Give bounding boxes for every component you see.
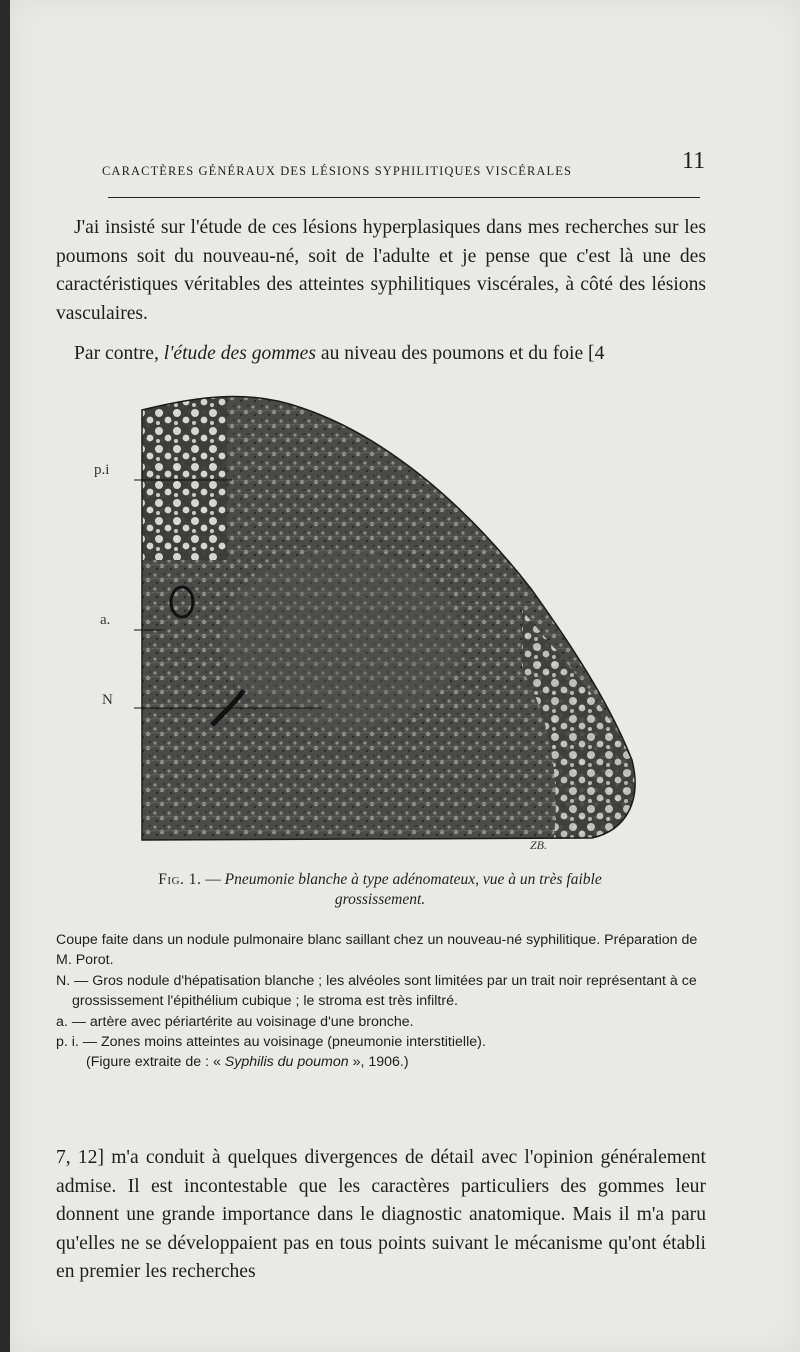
- paragraph-2-end: au niveau des poumons et du foie [4: [315, 343, 605, 364]
- figure-legend: [56, 930, 701, 1073]
- figure-number: Fig. 1.: [158, 871, 202, 888]
- paragraph-2: [56, 340, 706, 369]
- page-number: 11: [682, 148, 706, 174]
- histology-section-illustration: [82, 390, 662, 860]
- label-pi: p.i: [94, 462, 110, 478]
- legend-source-suffix: », 1906.): [348, 1054, 409, 1071]
- running-header: [102, 148, 708, 184]
- header-rule: [108, 197, 700, 198]
- running-title: CARACTÈRES GÉNÉRAUX DES LÉSIONS SYPHILITIQUES VISCÉRALES: [102, 163, 573, 178]
- label-N: N: [102, 692, 113, 708]
- caption-dash: —: [201, 871, 225, 888]
- label-a: a.: [100, 612, 111, 628]
- legend-source-prefix: (Figure extraite de : «: [86, 1054, 225, 1071]
- legend-item-a: a. — artère avec périartérite au voisinage d'une bronche.: [56, 1013, 414, 1030]
- paragraph-2-start: Par contre,: [74, 343, 164, 364]
- legend-source-title: Syphilis du poumon: [224, 1054, 349, 1071]
- caption-title: Pneumonie blanche à type adénomateux, vue à un très faible grossissement.: [224, 871, 602, 908]
- paragraph-3: 7, 12] m'a conduit à quelques divergences de détail avec l'opinion généralement admise. Il est incontestable que les caractères particuliers des gommes leur donnent une grande importance dans le diagnostic anatomique. Mais il m'a paru qu'elles ne se développaient pas en tous points suivant le mécanisme qu'ont établi en premier les recherches: [56, 1147, 706, 1283]
- paragraph-2-italic: l'étude des gommes: [163, 343, 316, 364]
- legend-source: [56, 1052, 701, 1072]
- legend-item-pi: p. i. — Zones moins atteintes au voisinage (pneumonie interstitielle).: [56, 1034, 486, 1051]
- figure-1: [82, 390, 662, 860]
- legend-intro: Coupe faite dans un nodule pulmonaire blanc saillant chez un nouveau-né syphilitique. Préparation de M. Porot.: [56, 932, 698, 969]
- figure-caption: [120, 870, 640, 910]
- legend-item-N: N. — Gros nodule d'hépatisation blanche ; les alvéoles sont limitées par un trait noir représentant à ce grossissement l'épithélium cubique ; le stroma est très infiltré.: [56, 972, 697, 1010]
- artist-signature: ZB.: [530, 838, 548, 852]
- page: [10, 0, 800, 1352]
- paragraph-1: J'ai insisté sur l'étude de ces lésions hyperplasiques dans mes recherches sur les poumons soit du nouveau-né, soit de l'adulte et je pense que c'est là une des caractéristiques véritables des atteintes syphilitiques viscérales, à côté des lésions vasculaires.: [56, 217, 706, 324]
